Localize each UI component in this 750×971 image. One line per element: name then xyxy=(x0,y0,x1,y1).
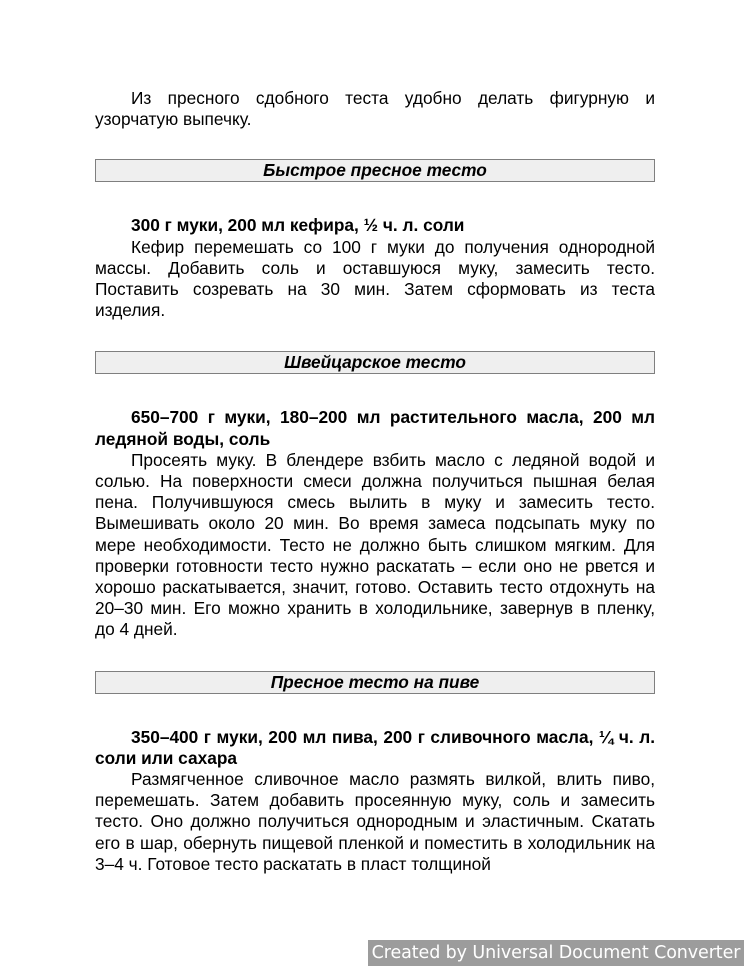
spacer xyxy=(95,694,655,727)
spacer xyxy=(95,182,655,215)
recipe-heading-beer-dough: Пресное тесто на пиве xyxy=(95,671,655,694)
recipe-ingredients-beer-dough: 350–400 г муки, 200 мл пива, 200 г сливочного масла, ¼ ч. л. соли или сахара xyxy=(95,726,655,768)
recipe-ingredients-swiss-dough: 650–700 г муки, 180–200 мл растительного масла, 200 мл ледяной воды, соль xyxy=(95,407,655,449)
document-page xyxy=(95,88,655,875)
recipe-method-swiss-dough: Просеять муку. В блендере взбить масло с ледяной водой и солью. На поверхности смеси должна получиться пышная белая пена. Получившуюся смесь вылить в муку и замесить тесто. Вымешивать около 20 мин. Во время замеса подсыпать муку по мере необходимости. Тесто не должно быть слишком мягким. Для проверки готовности тесто нужно раскатать – если оно не рвется и хорошо раскатывается, значит, готово. Оставить тесто отдохнуть на 20–30 мин. Его можно хранить в холодильнике, завернув в пленку, до 4 дней. xyxy=(95,449,655,640)
spacer xyxy=(95,374,655,407)
converter-watermark: Created by Universal Document Converter xyxy=(368,940,744,966)
intro-paragraph: Из пресного сдобного теста удобно делать фигурную и узорчатую выпечку. xyxy=(95,88,655,130)
spacer xyxy=(95,130,655,159)
recipe-method-quick-dough: Кефир перемешать со 100 г муки до получения однородной массы. Добавить соль и оставшуюся муку, замесить тесто. Поставить созревать на 30 мин. Затем сформовать из теста изделия. xyxy=(95,236,655,321)
spacer xyxy=(95,641,655,671)
recipe-heading-quick-dough: Быстрое пресное тесто xyxy=(95,159,655,182)
recipe-method-beer-dough: Размягченное сливочное масло размять вилкой, влить пиво, перемешать. Затем добавить просеянную муку, соль и замесить тесто. Оно должно получиться однородным и эластичным. Скатать его в шар, обернуть пищевой пленкой и поместить в холодильник на 3–4 ч. Готовое тесто раскатать в пласт толщиной xyxy=(95,769,655,874)
recipe-heading-swiss-dough: Швейцарское тесто xyxy=(95,351,655,374)
spacer xyxy=(95,321,655,351)
recipe-ingredients-quick-dough: 300 г муки, 200 мл кефира, ½ ч. л. соли xyxy=(131,215,465,236)
